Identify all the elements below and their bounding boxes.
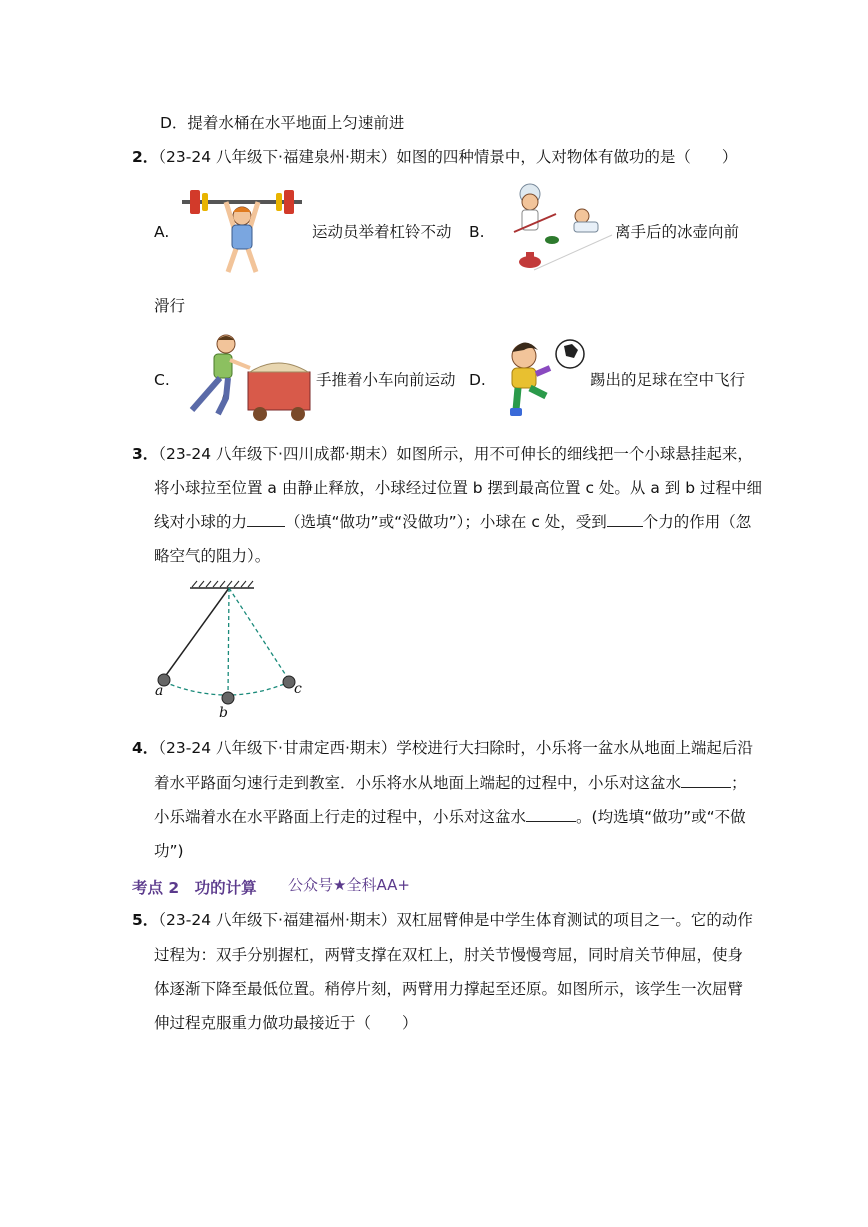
option-c-letter: C. bbox=[154, 371, 170, 389]
section-heading: 考点 2 功的计算 bbox=[132, 879, 257, 897]
text-segment: （选填“做功”或“没做功”）；小球在 c 处，受到 bbox=[285, 513, 607, 531]
option-a-text: 运动员举着杠铃不动 bbox=[312, 223, 452, 241]
text-segment: 小乐端着水在水平路面上行走的过程中，小乐对这盆水 bbox=[154, 808, 527, 826]
question-4-line3 bbox=[154, 807, 746, 827]
option-d-letter: D. bbox=[469, 371, 486, 389]
question-5-line4: 伸过程克服重力做功最接近于（ ） bbox=[154, 1014, 418, 1032]
answer-blank[interactable] bbox=[247, 512, 285, 527]
option-a-letter: A. bbox=[154, 223, 170, 241]
watermark-text: 公众号★全科AA+ bbox=[288, 876, 410, 894]
soccer-kick-illustration bbox=[494, 334, 588, 422]
question-4-line4: 功”) bbox=[154, 842, 184, 860]
text-segment: 。(均选填“做功”或“不做 bbox=[576, 808, 746, 826]
answer-blank[interactable] bbox=[526, 807, 576, 822]
cart-push-illustration bbox=[178, 332, 314, 424]
text-segment: 线对小球的力 bbox=[154, 513, 248, 531]
question-2-stem bbox=[132, 147, 737, 167]
weightlifter-illustration bbox=[178, 184, 306, 276]
text-segment: ； bbox=[731, 774, 747, 792]
option-b-text-continued: 滑行 bbox=[154, 297, 186, 315]
answer-blank[interactable] bbox=[681, 773, 731, 788]
label-b: b bbox=[219, 705, 228, 721]
option-d-text: 踢出的足球在空中飞行 bbox=[590, 371, 746, 389]
question-text: （23-24 八年级下·甘肃定西·期末）学校进行大扫除时，小乐将一盆水从地面上端起后沿 bbox=[158, 739, 753, 757]
answer-blank[interactable] bbox=[607, 512, 643, 527]
curling-illustration bbox=[494, 180, 616, 276]
question-3-line1 bbox=[132, 444, 753, 464]
pendulum-figure bbox=[150, 578, 310, 726]
q1-option-d: D．提着水桶在水平地面上匀速前进 bbox=[160, 114, 405, 132]
question-5-line1 bbox=[132, 910, 753, 930]
question-3-line2: 将小球拉至位置 a 由静止释放，小球经过位置 b 摆到最高位置 c 处。从 a 到 b 过程中细 bbox=[154, 479, 762, 497]
question-5-line2: 过程为：双手分别握杠，两臂支撑在双杠上，肘关节慢慢弯屈，同时肩关节伸屈，使身 bbox=[154, 946, 744, 964]
option-b-text: 离手后的冰壶向前 bbox=[615, 223, 740, 241]
question-number: 4． bbox=[132, 739, 159, 757]
text-segment: 着水平路面匀速行走到教室．小乐将水从地面上端起的过程中，小乐对这盆水 bbox=[154, 774, 682, 792]
question-number: 2． bbox=[132, 148, 159, 166]
question-5-line3: 体逐渐下降至最低位置。稍停片刻，两臂用力撑起至还原。如图所示，该学生一次屈臂 bbox=[154, 980, 744, 998]
question-4-line1 bbox=[132, 738, 753, 758]
question-3-line3 bbox=[154, 512, 751, 532]
label-a: a bbox=[155, 683, 164, 699]
label-c: c bbox=[294, 681, 302, 697]
option-c-text: 手推着小车向前运动 bbox=[316, 371, 456, 389]
question-3-line4: 略空气的阻力）。 bbox=[154, 547, 271, 565]
question-text: （23-24 八年级下·福建泉州·期末）如图的四种情景中，人对物体有做功的是（ ） bbox=[158, 148, 738, 166]
question-4-line2 bbox=[154, 773, 747, 793]
question-text: （23-24 八年级下·四川成都·期末）如图所示，用不可伸长的细线把一个小球悬挂起来， bbox=[158, 445, 753, 463]
question-number: 5． bbox=[132, 911, 159, 929]
question-text: （23-24 八年级下·福建福州·期末）双杠屈臂伸是中学生体育测试的项目之一。它的动作 bbox=[158, 911, 753, 929]
option-b-letter: B. bbox=[469, 223, 485, 241]
question-number: 3． bbox=[132, 445, 159, 463]
text-segment: 个力的作用（忽 bbox=[642, 513, 752, 531]
